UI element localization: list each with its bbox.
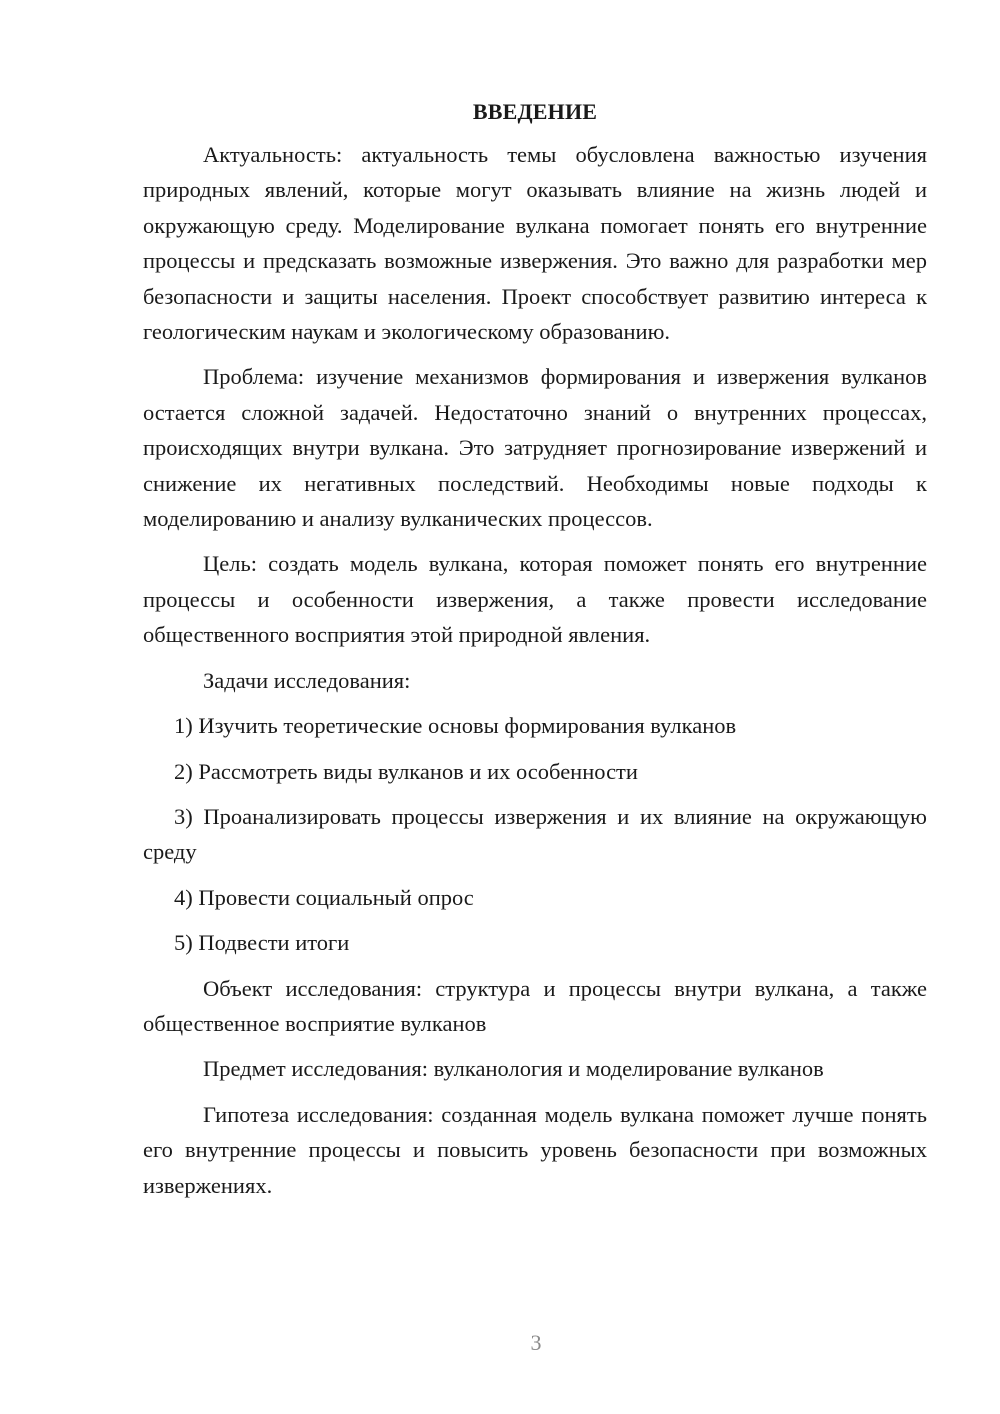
list-item: 5) Подвести итоги [174, 930, 350, 956]
list-item: 1) Изучить теоретические основы формирования вулканов [174, 713, 737, 739]
list-item: 3) Проанализировать процессы извержения и их влияние на окружающую среду [143, 803, 927, 865]
page-title: ВВЕДЕНИЕ [472, 99, 598, 124]
list-item: 4) Провести социальный опрос [174, 884, 474, 910]
tasks-list [143, 708, 927, 960]
paragraph-problem: Проблема: изучение механизмов формирования и извержения вулканов остается сложной задачей. Недостаточно знаний о внутренних процессах, происходящих внутри вулкана. Это затрудняет прогнозирование извержений и снижение их негативных последствий. Необходимы новые подходы к моделированию и анализу вулканических процессов. [143, 364, 927, 532]
paragraph-tasks-heading: Задачи исследования: [203, 667, 411, 693]
document-body [143, 94, 927, 1213]
paragraph-relevance: Актуальность: актуальность темы обусловлена важностью изучения природных явлений, которые могут оказывать влияние на жизнь людей и окружающую среду. Моделирование вулкана помогает понять его внутренние процессы и предсказать возможные извержения. Это важно для разработки мер безопасности и защиты населения. Проект способствует развитию интереса к геологическим наукам и экологическому образованию. [143, 142, 927, 345]
paragraph-hypothesis: Гипотеза исследования: созданная модель вулкана поможет лучше понять его внутренние процессы и повысить уровень безопасности при возможных извержениях. [143, 1101, 927, 1198]
list-item: 2) Рассмотреть виды вулканов и их особенности [174, 758, 638, 784]
paragraph-object: Объект исследования: структура и процессы внутри вулкана, а также общественное восприятие вулканов [143, 975, 927, 1036]
paragraph-subject: Предмет исследования: вулканология и моделирование вулканов [203, 1056, 824, 1082]
paragraph-goal: Цель: создать модель вулкана, которая поможет понять его внутренние процессы и особенности извержения, а также провести исследование общественного восприятия этой природной явления. [143, 551, 927, 648]
page-number: 3 [530, 1330, 542, 1355]
